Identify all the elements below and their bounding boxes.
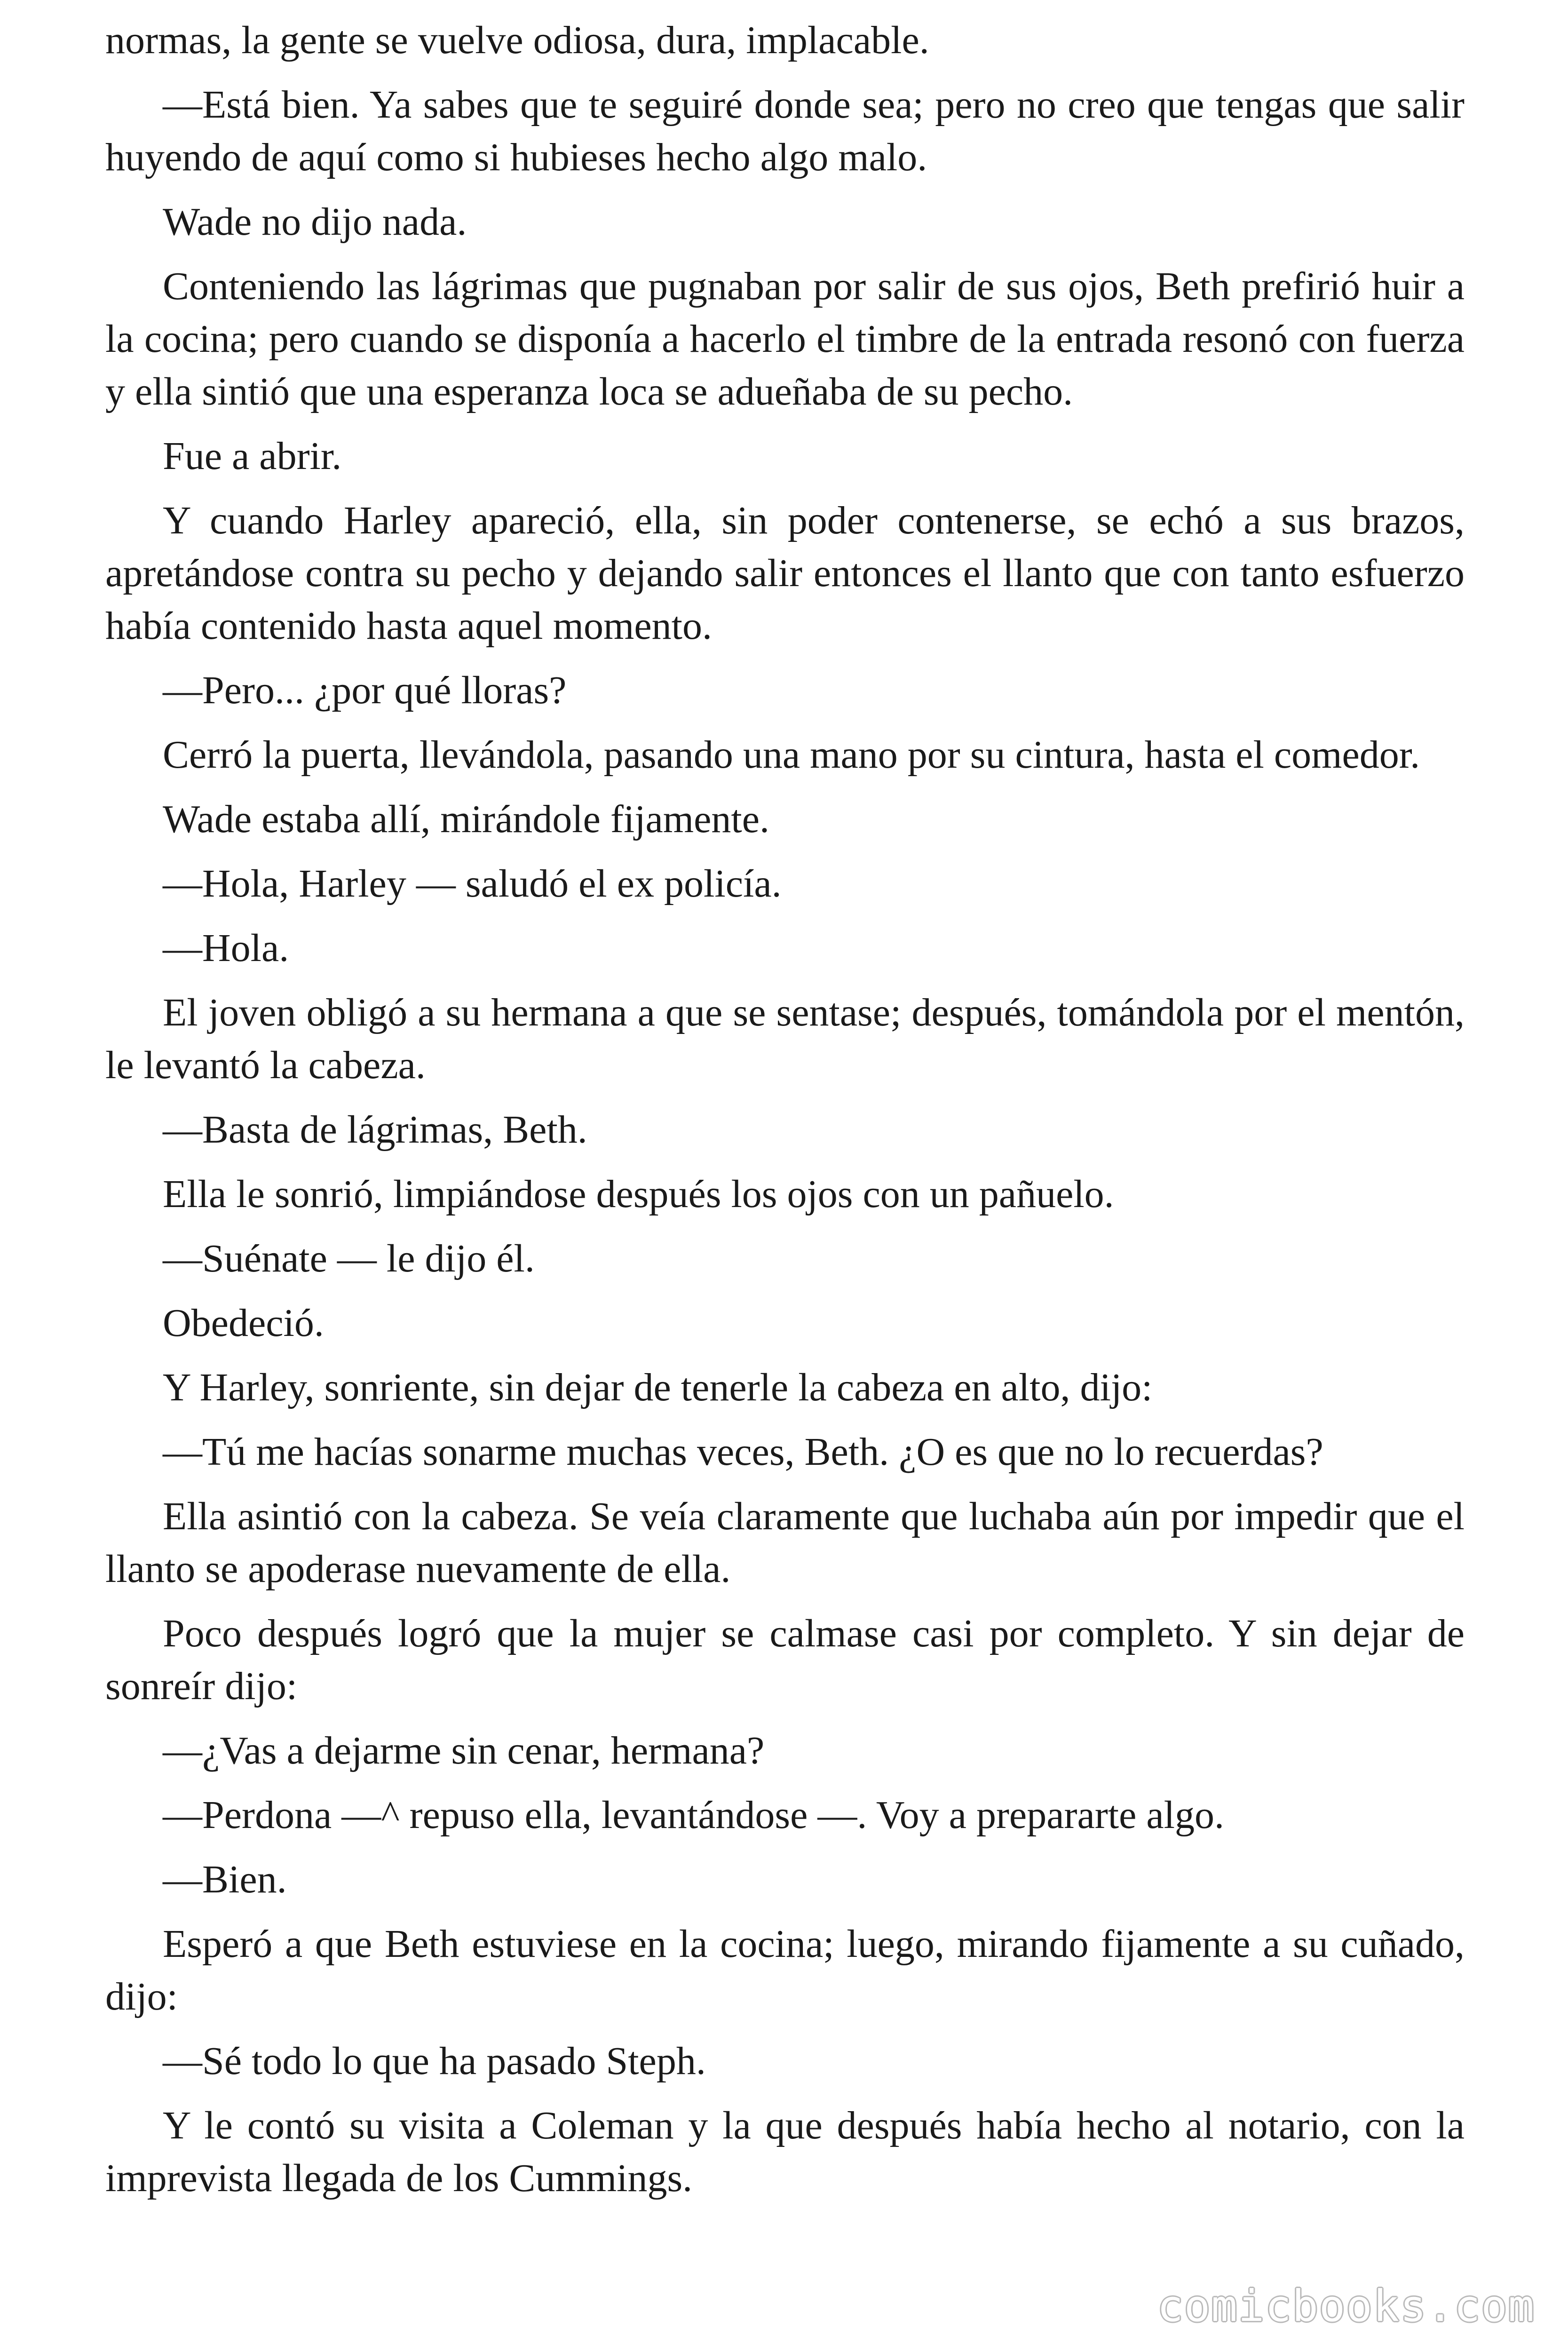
paragraph: —Hola, Harley — saludó el ex policía. [163, 862, 782, 906]
paragraph: —Basta de lágrimas, Beth. [163, 1108, 587, 1152]
paragraph: Ella le sonrió, limpiándose después los ojos con un pañuelo. [163, 1172, 1114, 1216]
paragraph: Y le contó su visita a Coleman y la que después había hecho al notario, con la imprevista llegada de los Cummings. [105, 2104, 1465, 2200]
paragraph: Y cuando Harley apareció, ella, sin poder contenerse, se echó a sus brazos, apretándose contra su pecho y dejando salir entonces el llanto que con tanto esfuerzo había contenido hasta aquel momento. [105, 499, 1465, 648]
paragraph: —Tú me hacías sonarme muchas veces, Beth. ¿O es que no lo recuerdas? [163, 1430, 1323, 1474]
text-column [105, 14, 1465, 2217]
paragraph: normas, la gente se vuelve odiosa, dura, implacable. [105, 18, 929, 62]
paragraph: —Está bien. Ya sabes que te seguiré donde sea; pero no creo que tengas que salir huyendo de aquí como si hubieses hecho algo malo. [105, 83, 1465, 179]
paragraph: Ella asintió con la cabeza. Se veía claramente que luchaba aún por impedir que el llanto se apoderase nuevamente de ella. [105, 1494, 1465, 1591]
paragraph: Y Harley, sonriente, sin dejar de tenerle la cabeza en alto, dijo: [163, 1366, 1153, 1409]
paragraph: Cerró la puerta, llevándola, pasando una mano por su cintura, hasta el comedor. [163, 733, 1420, 777]
paragraph: —Hola. [163, 926, 289, 970]
paragraph: Poco después logró que la mujer se calmase casi por completo. Y sin dejar de sonreír dijo: [105, 1612, 1465, 1708]
paragraph: —Perdona —^ repuso ella, levantándose —. Voy a prepararte algo. [163, 1793, 1224, 1837]
paragraph: —Suénate — le dijo él. [163, 1237, 535, 1280]
paragraph: Obedeció. [163, 1301, 324, 1345]
paragraph: Wade estaba allí, mirándole fijamente. [163, 797, 770, 841]
paragraph: El joven obligó a su hermana a que se sentase; después, tomándola por el mentón, le levantó la cabeza. [105, 991, 1465, 1087]
paragraph: —¿Vas a dejarme sin cenar, hermana? [163, 1729, 765, 1772]
paragraph: —Pero... ¿por qué lloras? [163, 668, 567, 712]
paragraph: Fue a abrir. [163, 434, 342, 478]
site-watermark: comicbooks.com [1157, 2281, 1535, 2331]
paragraph: —Sé todo lo que ha pasado Steph. [163, 2039, 706, 2083]
paragraph: Conteniendo las lágrimas que pugnaban por salir de sus ojos, Beth prefirió huir a la cocina; pero cuando se disponía a hacerlo el timbre de la entrada resonó con fuerza y ella sintió que una esperanza loca se adueñaba de su pecho. [105, 264, 1465, 413]
paragraph: —Bien. [163, 1858, 287, 1901]
paragraph: Wade no dijo nada. [163, 200, 467, 244]
paragraph: Esperó a que Beth estuviese en la cocina; luego, mirando fijamente a su cuñado, dijo: [105, 1922, 1465, 2018]
